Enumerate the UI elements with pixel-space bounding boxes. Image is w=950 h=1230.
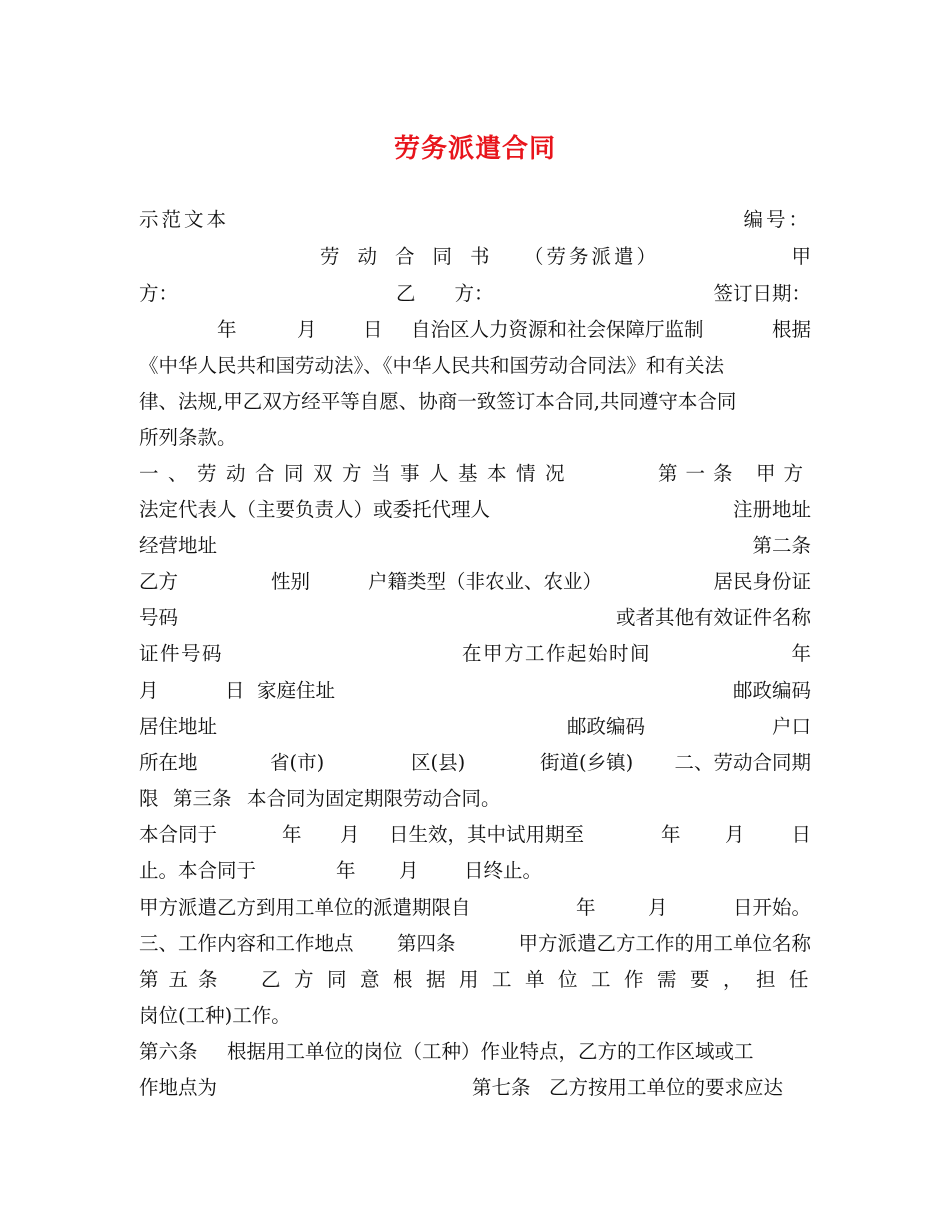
text-segment: 《中华人民共和国劳动法》、《中华人民共和国劳动合同法》和有关法 xyxy=(139,354,725,377)
text-segment: 劳动合同书 xyxy=(320,245,508,268)
text-segment: 法定代表人（主要负责人）或委托代理人 xyxy=(139,498,491,521)
text-segment: 甲方派遣乙方工作的用工单位名称 xyxy=(518,932,811,955)
text-segment: 日 xyxy=(791,823,811,846)
text-segment: 编号： xyxy=(743,208,811,231)
text-segment: 年 xyxy=(576,896,596,919)
text-segment: 性别 xyxy=(271,570,311,593)
text-line xyxy=(139,966,823,994)
text-segment: 所列条款。 xyxy=(139,426,237,449)
text-line xyxy=(139,424,811,452)
text-segment: 注册地址 xyxy=(732,498,811,521)
text-segment: 家庭住址 xyxy=(257,679,336,702)
text-segment: 年 xyxy=(336,859,356,882)
text-segment: 户口 xyxy=(771,715,811,738)
text-segment: 律、法规,甲乙双方经平等自愿、协商一致签订本合同,共同遵守本合同 xyxy=(139,390,737,413)
text-segment: 岗位(工种)工作。 xyxy=(139,1004,291,1027)
text-segment: 日开始。 xyxy=(732,896,811,919)
text-segment: 邮政编码 xyxy=(567,715,646,738)
text-line xyxy=(139,460,811,488)
text-line xyxy=(139,1074,811,1102)
text-segment: 第六条 xyxy=(139,1040,198,1063)
text-segment: 乙方同意根据用工单位工作需要，担任 xyxy=(261,968,823,991)
text-segment: 居民身份证 xyxy=(713,570,811,593)
text-segment: 第七条 xyxy=(472,1076,531,1099)
text-line xyxy=(139,532,811,560)
text-segment: 作地点为 xyxy=(139,1076,218,1099)
text-segment: 街道(乡镇) xyxy=(540,751,634,774)
text-segment: 或者其他有效证件名称 xyxy=(615,606,811,629)
text-segment: 二、劳动合同期 xyxy=(674,751,811,774)
text-segment: 甲 xyxy=(791,245,811,268)
text-segment: 区(县) xyxy=(411,751,466,774)
text-segment: 一、劳动合同双方当事人基本情况 xyxy=(139,462,575,485)
text-segment: 本合同为固定期限劳动合同。 xyxy=(247,787,501,810)
text-segment: 月 xyxy=(340,823,360,846)
text-segment: 在甲方工作起始时间 xyxy=(462,642,652,665)
text-segment: 第三条 xyxy=(173,787,232,810)
text-segment: 乙 方： xyxy=(396,282,494,305)
text-segment: 邮政编码 xyxy=(732,679,811,702)
text-segment: 止。本合同于 xyxy=(139,859,257,882)
text-segment: 居住地址 xyxy=(139,715,218,738)
text-line xyxy=(139,894,811,922)
text-line xyxy=(139,713,811,741)
text-line xyxy=(139,857,811,885)
text-segment: 签订日期： xyxy=(713,282,811,305)
text-line xyxy=(139,749,811,777)
text-line xyxy=(139,1002,811,1030)
text-segment: 号码 xyxy=(139,606,179,629)
text-line xyxy=(139,604,811,632)
text-line xyxy=(139,206,811,234)
text-line xyxy=(139,496,811,524)
text-segment: 月 xyxy=(399,859,419,882)
text-line xyxy=(139,388,811,416)
text-line xyxy=(139,316,811,344)
text-segment: （劳务派遣） xyxy=(524,245,660,268)
text-line xyxy=(139,821,811,849)
text-line xyxy=(139,352,811,380)
text-segment: 日 xyxy=(363,318,383,341)
text-line xyxy=(139,785,811,813)
text-segment: 月 xyxy=(725,823,745,846)
text-segment: 自治区人力资源和社会保障厅监制 xyxy=(411,318,704,341)
text-segment: 所在地 xyxy=(139,751,198,774)
text-line xyxy=(139,243,811,271)
text-segment: 三、工作内容和工作地点 xyxy=(139,932,354,955)
text-segment: 年 xyxy=(217,318,237,341)
text-segment: 方： xyxy=(139,282,179,305)
text-segment: 省(市) xyxy=(270,751,325,774)
text-segment: 乙方 xyxy=(139,570,179,593)
text-segment: 本合同于 xyxy=(139,823,218,846)
text-segment: 证件号码 xyxy=(139,642,224,665)
text-segment: 示范文本 xyxy=(139,208,230,231)
text-line xyxy=(139,568,811,596)
text-line xyxy=(139,280,811,308)
text-line xyxy=(139,1038,811,1066)
text-segment: 根据用工单位的岗位（工种）作业特点，乙方的工作区域或工 xyxy=(227,1040,754,1063)
text-segment: 限 xyxy=(139,787,159,810)
text-segment: 第四条 xyxy=(397,932,456,955)
text-segment: 根据 xyxy=(771,318,811,341)
text-segment: 月 xyxy=(139,679,159,702)
text-segment: 乙方按用工单位的要求应达 xyxy=(549,1076,784,1099)
text-segment: 第五条 xyxy=(139,968,228,991)
text-segment: 日 xyxy=(225,679,245,702)
text-segment: 年 xyxy=(282,823,302,846)
text-line xyxy=(139,930,811,958)
document-title: 劳务派遣合同 xyxy=(393,134,556,164)
text-segment: 年 xyxy=(791,642,811,665)
text-segment: 日终止。 xyxy=(464,859,543,882)
text-segment: 户籍类型（非农业、农业） xyxy=(368,570,603,593)
text-segment: 甲方派遣乙方到用工单位的派遣期限自 xyxy=(139,896,471,919)
text-segment: 月 xyxy=(297,318,317,341)
text-segment: 日生效，其中试用期至 xyxy=(389,823,585,846)
text-segment: 月 xyxy=(648,896,668,919)
text-segment: 第一条 xyxy=(658,462,741,485)
text-segment: 甲方 xyxy=(755,462,811,485)
text-line xyxy=(139,640,811,668)
text-segment: 第二条 xyxy=(752,534,811,557)
text-segment: 经营地址 xyxy=(139,534,218,557)
text-segment: 年 xyxy=(661,823,681,846)
text-line xyxy=(139,677,811,705)
